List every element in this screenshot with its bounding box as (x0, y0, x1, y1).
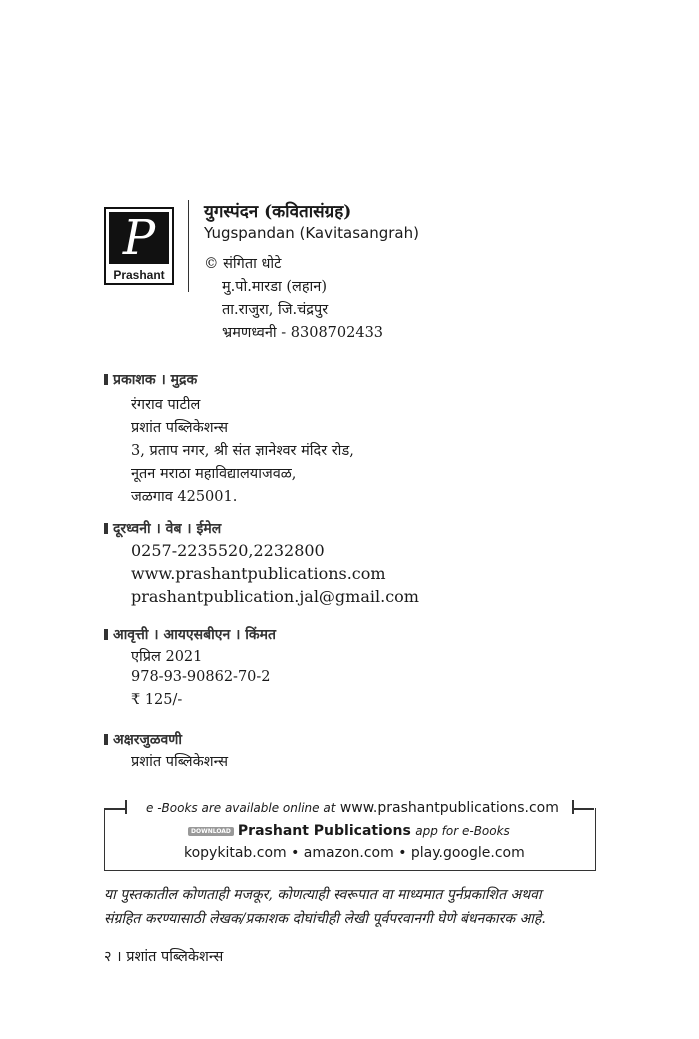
logo-letter: P (109, 212, 169, 264)
website-link[interactable]: www.prashantpublications.com (131, 564, 386, 583)
publisher-line: 3, प्रताप नगर, श्री संत ज्ञानेश्वर मंदिर रोड, (131, 443, 354, 459)
contact-heading: दूरध्वनी । वेब । ईमेल (104, 519, 221, 538)
book-title: युगस्पंदन (कवितासंग्रह) (204, 202, 352, 222)
publisher-logo (104, 207, 174, 285)
ebooks-line (146, 800, 559, 816)
publisher-line: प्रशांत पब्लिकेशन्स (131, 420, 229, 436)
copyright-notice: संग्रहित करण्यासाठी लेखक/प्रकाशक दोघांचीही लेखी पूर्वपरवानगी घेणे बंधनकारक आहे. (104, 911, 546, 927)
ebooks-url[interactable]: www.prashantpublications.com (339, 800, 559, 816)
book-title-english: Yugspandan (Kavitasangrah) (204, 224, 419, 242)
box-edge (572, 800, 574, 814)
author-phone: भ्रमणध्वनी - 8308702433 (222, 325, 384, 341)
ebooks-box (104, 808, 596, 871)
app-line (188, 823, 510, 839)
typesetting-heading: अक्षरजुळवणी (104, 730, 182, 749)
edition-date: एप्रिल 2021 (131, 649, 203, 665)
logo-text: Prashant (113, 268, 165, 282)
email-link[interactable]: prashantpublication.jal@gmail.com (131, 587, 419, 606)
publisher-line: जळगाव 425001. (131, 489, 238, 505)
price: ₹ 125/- (131, 692, 183, 708)
copyright-notice: या पुस्तकातील कोणताही मजकूर, कोणत्याही स्वरूपात वा माध्यमात पुर्नप्रकाशित अथवा (104, 887, 542, 903)
author-address: मु.पो.मारडा (लहान) (222, 279, 328, 295)
ebooks-prefix: e -Books are available online at (146, 801, 336, 815)
box-edge (572, 808, 594, 810)
edition-heading: आवृत्ती । आयएसबीएन । किंमत (104, 625, 276, 644)
publisher-heading: प्रकाशक । मुद्रक (104, 370, 197, 389)
download-badge-icon: DOWNLOAD (188, 827, 234, 836)
isbn: 978-93-90862-70-2 (131, 669, 271, 685)
divider (188, 200, 189, 292)
author-name: © संगिता धोटे (204, 256, 282, 272)
publisher-line: रंगराव पाटील (131, 397, 201, 413)
page-footer: २ । प्रशांत पब्लिकेशन्स (104, 949, 224, 965)
app-suffix: app for e-Books (415, 824, 510, 838)
typesetting-line: प्रशांत पब्लिकेशन्स (131, 754, 229, 770)
publisher-line: नूतन मराठा महाविद्यालयाजवळ, (131, 466, 297, 482)
box-edge (125, 800, 127, 814)
box-edge (104, 808, 126, 810)
phone: 0257-2235520,2232800 (131, 541, 325, 560)
ebook-stores: kopykitab.com • amazon.com • play.google.com (184, 845, 525, 861)
author-address: ता.राजुरा, जि.चंद्रपुर (222, 302, 329, 318)
app-name: Prashant Publications (237, 823, 411, 839)
